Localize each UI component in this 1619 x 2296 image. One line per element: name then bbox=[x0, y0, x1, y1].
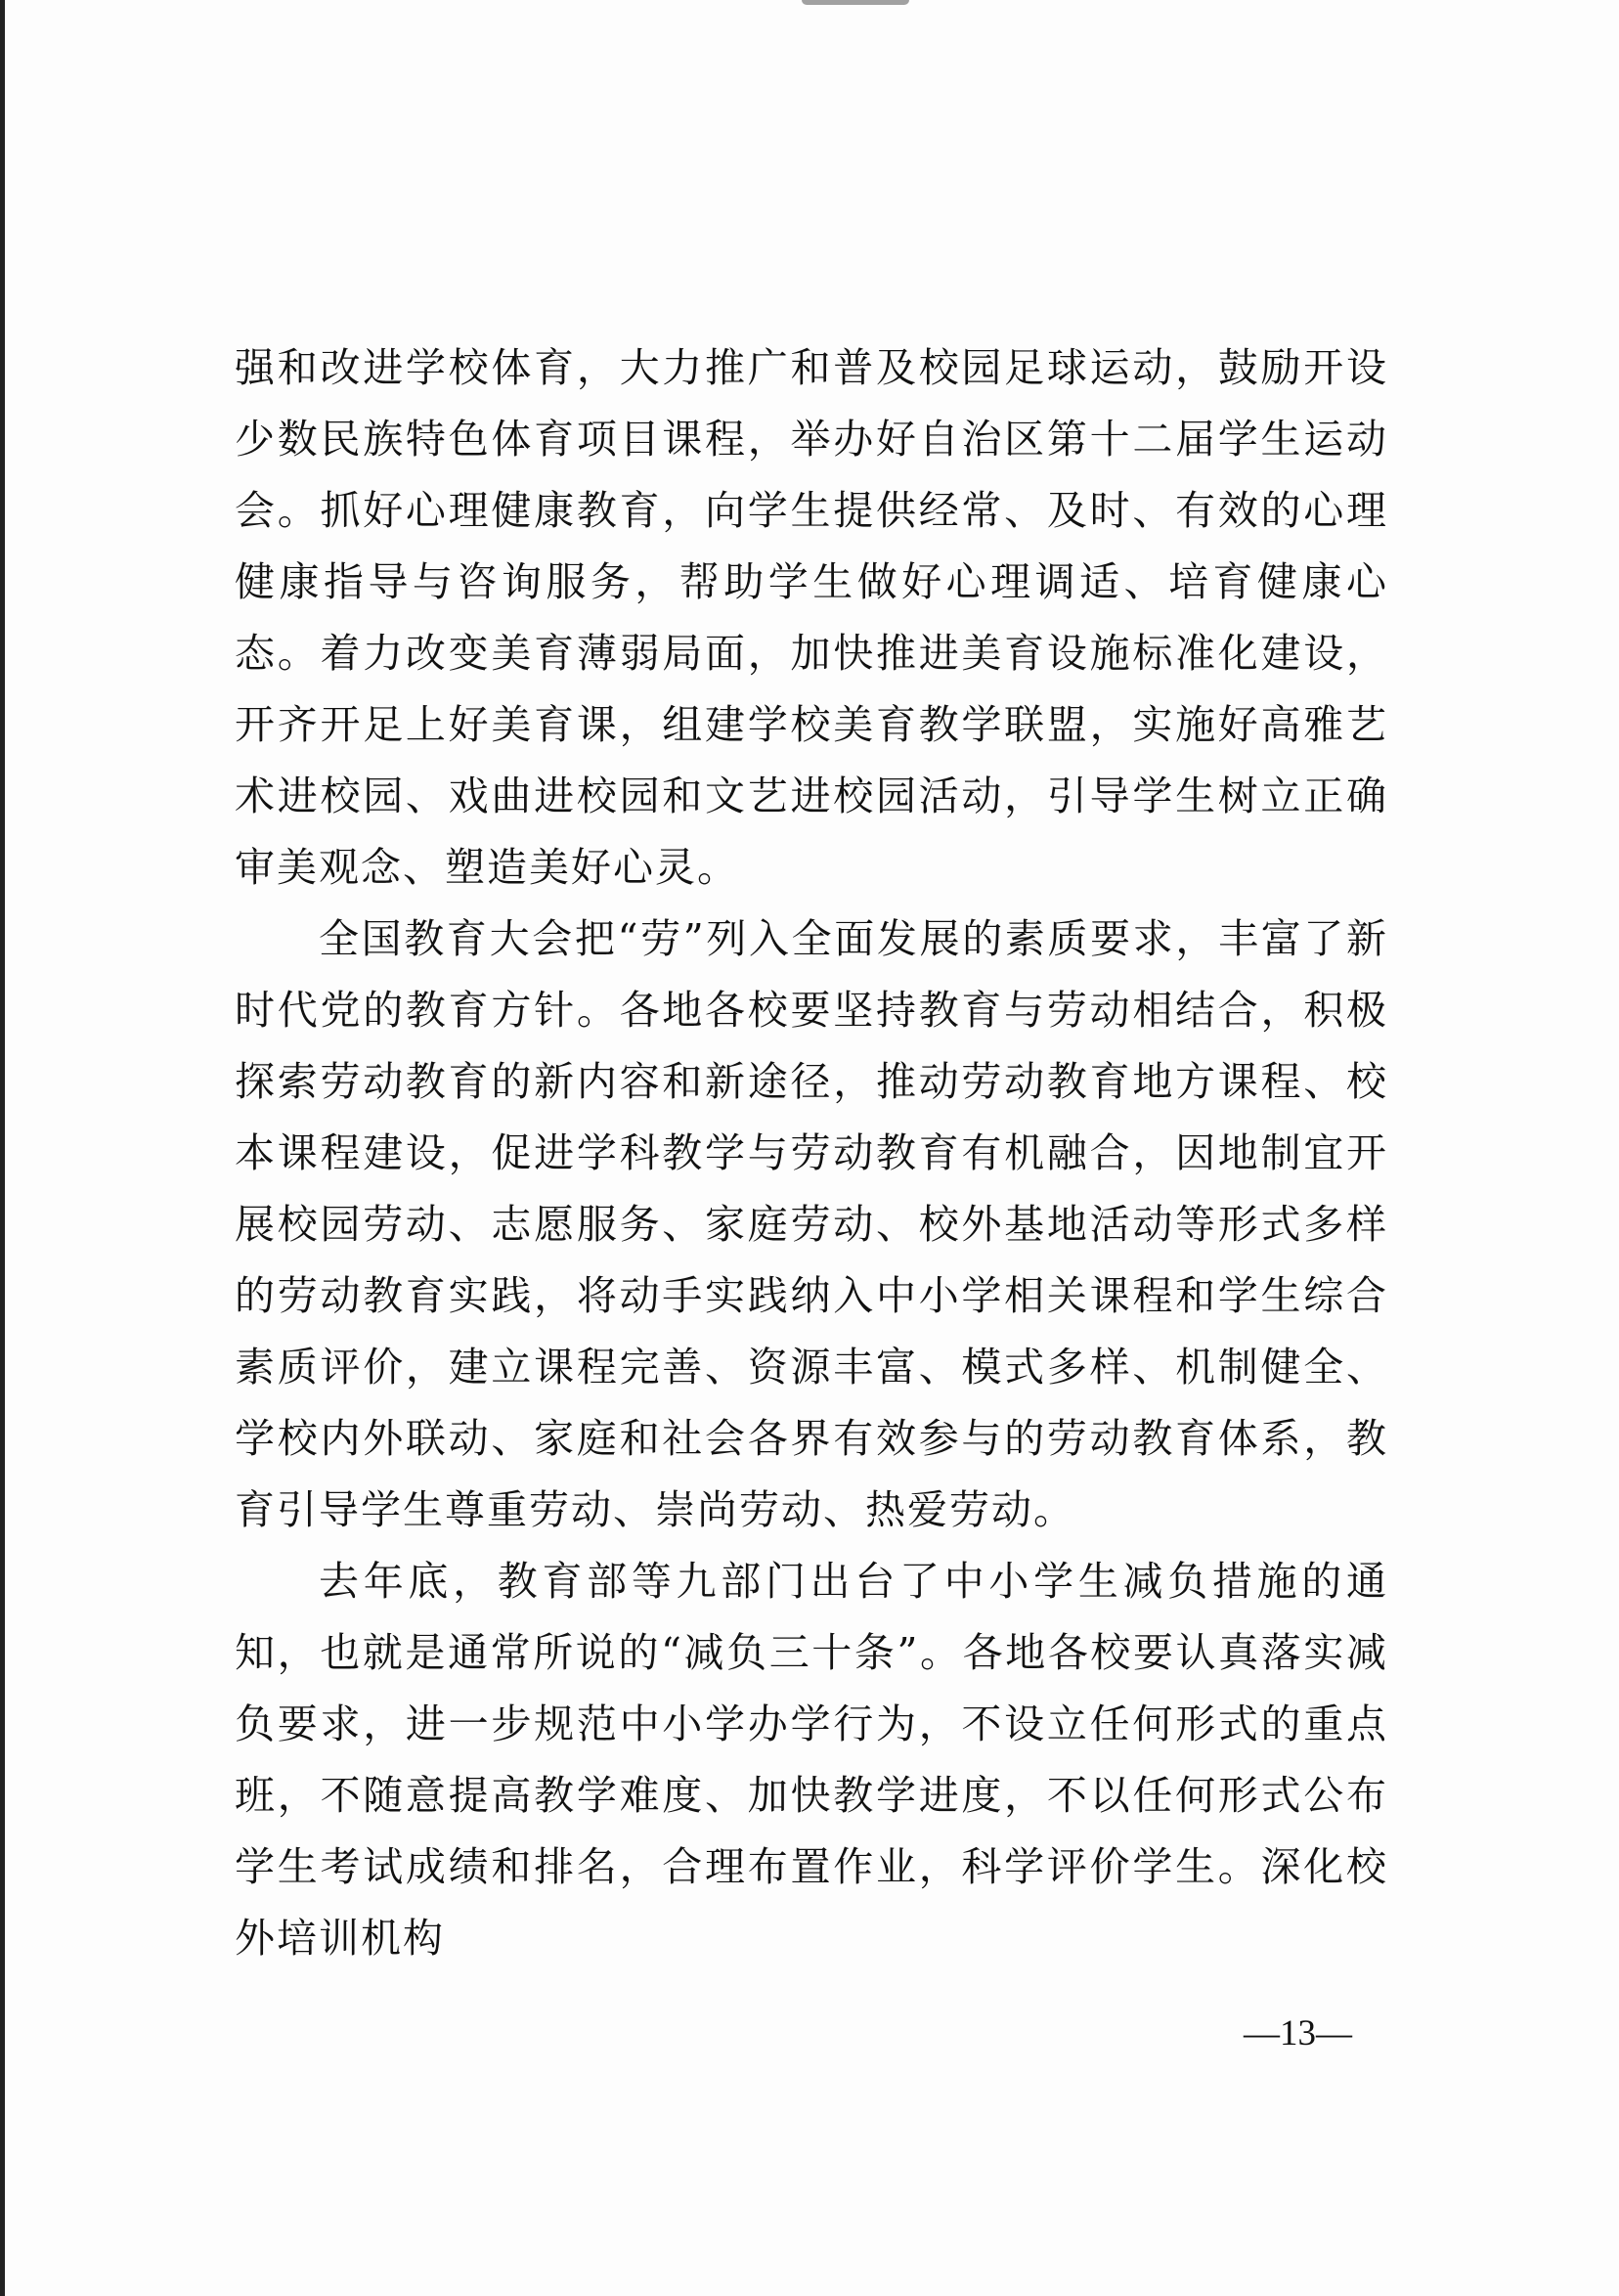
paragraph-continued: 强和改进学校体育，大力推广和普及校园足球运动，鼓励开设少数民族特色体育项目课程，举办好自治区第十二届学生运动会。抓好心理健康教育，向学生提供经常、及时、有效的心理健康指导与咨询服务，帮助学生做好心理调适、培育健康心态。着力改变美育薄弱局面，加快推进美育设施标准化建设，开齐开足上好美育课，组建学校美育教学联盟，实施好高雅艺术进校园、戏曲进校园和文艺进校园活动，引导学生树立正确审美观念、塑造美好心灵。 bbox=[235, 344, 1388, 891]
page-number: —13— bbox=[1244, 2013, 1352, 2053]
paragraph-burden-reduction: 去年底，教育部等九部门出台了中小学生减负措施的通知，也就是通常所说的“减负三十条”。各地各校要认真落实减负要求，进一步规范中小学办学行为，不设立任何形式的重点班，不随意提高教学难度、加快教学进度，不以任何形式公布学生考试成绩和排名，合理布置作业，科学评价学生。深化校外培训机构 bbox=[235, 1558, 1388, 1962]
paragraph-labor-education: 全国教育大会把“劳”列入全面发展的素质要求，丰富了新时代党的教育方针。各地各校要坚持教育与劳动相结合，积极探索劳动教育的新内容和新途径，推动劳动教育地方课程、校本课程建设，促进学科教学与劳动教育有机融合，因地制宜开展校园劳动、志愿服务、家庭劳动、校外基地活动等形式多样的劳动教育实践，将动手实践纳入中小学相关课程和学生综合素质评价，建立课程完善、资源丰富、模式多样、机制健全、学校内外联动、家庭和社会各界有效参与的劳动教育体系，教育引导学生尊重劳动、崇尚劳动、热爱劳动。 bbox=[235, 915, 1388, 1533]
scan-border bbox=[0, 0, 5, 2296]
scan-mark bbox=[802, 0, 909, 5]
document-body bbox=[235, 332, 1388, 1974]
